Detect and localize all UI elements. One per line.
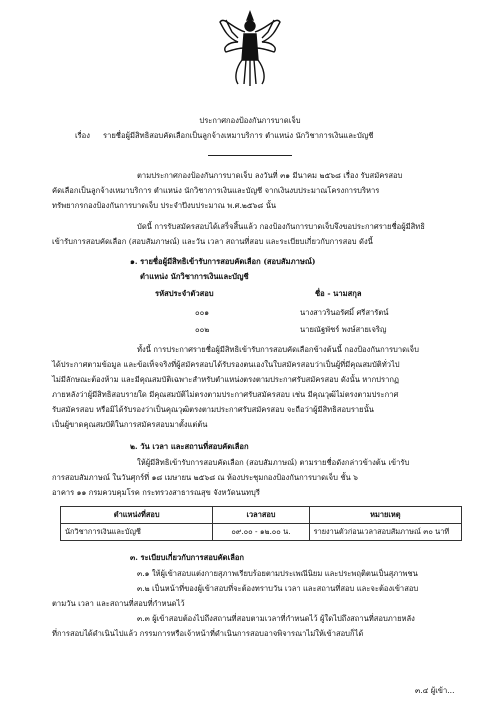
section3-line: ตามวัน เวลา และสถานที่สอบที่กำหนดไว้ [52, 599, 185, 608]
para2-line-2: เข้ารับการสอบคัดเลือก (สอบสัมภาษณ์) และวัน เวลา สถานที่สอบ และระเบียบเกี่ยวกับการสอบ ดังนี้ [52, 237, 373, 246]
section1-heading: ๑. รายชื่อผู้มีสิทธิเข้ารับการสอบคัดเลือก (สอบสัมภาษณ์) [130, 257, 316, 266]
section2-body-line: อาคาร ๑๑ กรมควบคุมโรค กระทรวงสาธารณสุข จังหวัดนนทบุรี [52, 488, 260, 497]
candidate-name: นางสาวรินอรัศมิ์ ศรีสารัตน์ [300, 308, 389, 317]
candidate-code: ๐๐๑ [195, 308, 210, 317]
table-header: เวลาสอบ [213, 507, 309, 524]
section3-heading: ๓. ระเบียบเกี่ยวกับการสอบคัดเลือก [130, 553, 245, 562]
garuda-emblem [218, 8, 282, 88]
intro-line-2: คัดเลือกเป็นลูกจ้างเหมาบริการ ตำแหน่ง นักวิชาการเงินและบัญชี จากเงินงบประมาณโครงการบริหาร [52, 186, 380, 195]
org-title: ประกาศกองป้องกันการบาดเจ็บ [199, 116, 301, 125]
table-cell-time: ๐๙.๐๐ - ๑๒.๐๐ น. [213, 524, 309, 541]
table-header: หมายเหตุ [309, 507, 461, 524]
section1-body-line: ทั้งนี้ การประกาศรายชื่อผู้มีสิทธิเข้ารับการสอบคัดเลือกข้างต้นนี้ กองป้องกันการบาดเจ็บ [137, 345, 419, 354]
table-row [61, 524, 462, 541]
candidate-code: ๐๐๒ [195, 325, 210, 334]
section3-line: ๓.๑ ให้ผู้เข้าสอบแต่งกายสุภาพเรียบร้อยตามประเพณีนิยม และประพฤติตนเป็นสุภาพชน [137, 569, 418, 578]
section1-body-line: ไม่มีลักษณะต้องห้าม และมีคุณสมบัติเฉพาะสำหรับตำแหน่งตรงตามประกาศรับสมัครสอบ ดังนั้น หากปรากฏ [52, 375, 400, 384]
intro-line-3: ทรัพยากรกองป้องกันการบาดเจ็บ ประจำปีงบประมาณ พ.ศ.๒๕๖๘ นั้น [52, 201, 277, 210]
table-header: ตำแหน่งที่สอบ [61, 507, 213, 524]
para2-line-1: บัดนี้ การรับสมัครสอบได้เสร็จสิ้นแล้ว กองป้องกันการบาดเจ็บจึงขอประกาศรายชื่อผู้มีสิทธิ [137, 222, 425, 231]
section3-line: ๓.๓ ผู้เข้าสอบต้องไปถึงสถานที่สอบตามเวลาที่กำหนดไว้ ผู้ใดไปถึงสถานที่สอบภายหลัง [137, 614, 415, 623]
col-header-code: รหัสประจำตัวสอบ [155, 289, 214, 298]
exam-schedule-table [60, 506, 462, 541]
section1-body-line: ภายหลังว่าผู้มีสิทธิสอบรายใด มีคุณสมบัติไม่ตรงตามประกาศรับสมัครสอบ เช่น มีคุณวุฒิไม่ตรงตามประกาศ [52, 390, 399, 399]
section1-body-line: รับสมัครสอบ หรือมิได้รับรองว่าเป็นคุณวุฒิตรงตามประกาศรับสมัครสอบ จะถือว่าผู้มีสิทธิสอบรายนั้น [52, 405, 375, 414]
continuation-marker: ๓.๔ ผู้เข้า... [415, 686, 455, 695]
table-cell-note: รายงานตัวก่อนเวลาสอบสัมภาษณ์ ๓๐ นาที [309, 524, 461, 541]
title-divider [208, 155, 292, 156]
table-cell-position: นักวิชาการเงินและบัญชี [61, 524, 213, 541]
section2-body-line: ให้ผู้มีสิทธิเข้ารับการสอบคัดเลือก (สอบสัมภาษณ์) ตามรายชื่อดังกล่าวข้างต้น เข้ารับ [137, 458, 410, 467]
section1-body-line: ได้ประกาศตามข้อมูล และข้อเท็จจริงที่ผู้สมัครสอบได้รับรองตนเองในใบสมัครสอบว่าเป็นผู้ที่มีคุณสมบัติทั่วไป [52, 360, 400, 369]
subject-text: รายชื่อผู้มีสิทธิสอบคัดเลือกเป็นลูกจ้างเหมาบริการ ตำแหน่ง นักวิชาการเงินและบัญชี [103, 131, 374, 140]
subject-label: เรื่อง [75, 131, 90, 140]
section2-heading: ๒. วัน เวลา และสถานที่สอบคัดเลือก [130, 442, 249, 451]
intro-line-1: ตามประกาศกองป้องกันการบาดเจ็บ ลงวันที่ ๓๑ มีนาคม ๒๕๖๘ เรื่อง รับสมัครสอบ [137, 171, 403, 180]
section3-line: ๓.๒ เป็นหน้าที่ของผู้เข้าสอบที่จะต้องทราบวัน เวลา และสถานที่สอบ และจะต้องเข้าสอบ [137, 584, 419, 593]
section1-position: ตำแหน่ง นักวิชาการเงินและบัญชี [140, 272, 249, 281]
section3-line: ที่การสอบได้ดำเนินไปแล้ว กรรมการหรือเจ้าหน้าที่ดำเนินการสอบอาจพิจารณาไม่ให้เข้าสอบก็ได้ [52, 629, 364, 638]
table-header-row [61, 507, 462, 524]
section1-body-line: เป็นผู้ขาดคุณสมบัติในการสมัครสอบมาตั้งแต่ต้น [52, 420, 208, 429]
col-header-name: ชื่อ - นามสกุล [315, 289, 362, 298]
section2-body-line: การสอบสัมภาษณ์ ในวันศุกร์ที่ ๑๘ เมษายน ๒๕๖๘ ณ ห้องประชุมกองป้องกันการบาดเจ็บ ชั้น ๖ [52, 473, 358, 482]
candidate-name: นายณัฐพัชร์ พงษ์สายเจริญ [300, 325, 387, 334]
